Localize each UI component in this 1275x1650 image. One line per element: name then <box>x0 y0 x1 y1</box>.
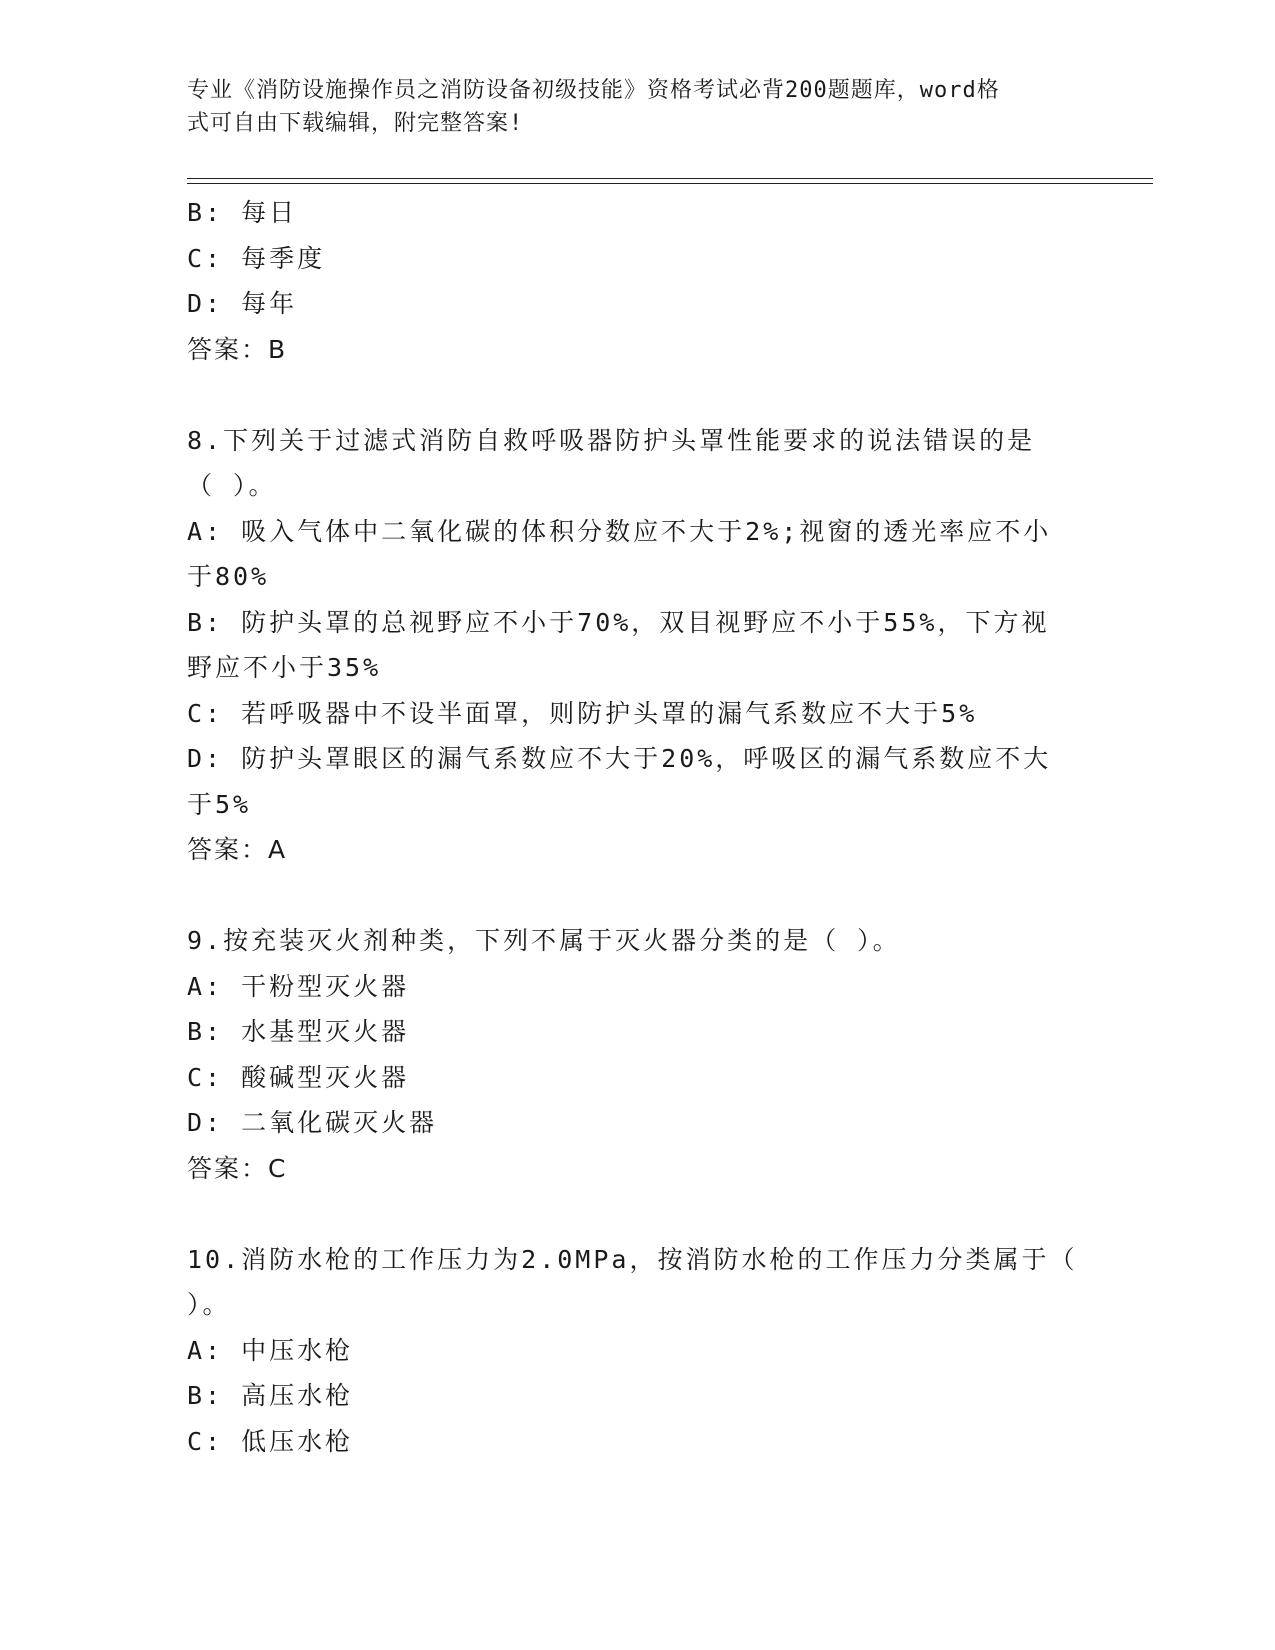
question-stem: 8.下列关于过滤式消防自救呼吸器防护头罩性能要求的说法错误的是 <box>187 425 1036 455</box>
answer: 答案：C <box>187 1153 288 1183</box>
header-rule-top <box>187 178 1153 179</box>
option-a: A: 干粉型灭火器 <box>187 971 410 1001</box>
spacer <box>187 873 1087 919</box>
question-stem-continued: （ ）。 <box>187 471 277 500</box>
option-a: A: 吸入气体中二氧化碳的体积分数应不大于2%;视窗的透光率应不小 <box>187 516 1052 546</box>
option-c: C: 低压水枪 <box>187 1426 354 1456</box>
question-stem: 9.按充装灭火剂种类，下列不属于灭火器分类的是（ ）。 <box>187 926 901 955</box>
option-b: B: 水基型灭火器 <box>187 1017 410 1046</box>
spacer <box>187 1191 1087 1237</box>
option-a-continued: 于80% <box>187 562 270 591</box>
header-line-1: 专业《消防设施操作员之消防设备初级技能》资格考试必背200题题库，word格 <box>187 78 1000 103</box>
option-c: C: 若呼吸器中不设半面罩，则防护头罩的漏气系数应不大于5% <box>187 698 978 728</box>
option-b: B: 高压水枪 <box>187 1381 354 1410</box>
question-10 <box>187 1237 1087 1465</box>
header-line-2: 式可自由下载编辑，附完整答案! <box>187 111 524 136</box>
option-b: B: 防护头罩的总视野应不小于70%，双目视野应不小于55%，下方视 <box>187 607 1050 637</box>
option-b: B: 每日 <box>187 198 298 227</box>
question-9 <box>187 918 1087 1191</box>
spacer <box>187 372 1087 418</box>
question-stem: 10.消防水枪的工作压力为2.0MPa，按消防水枪的工作压力分类属于（ <box>187 1244 1078 1274</box>
option-d: D: 二氧化碳灭火器 <box>187 1108 438 1137</box>
document-header <box>187 74 1067 140</box>
question-stem-continued: ）。 <box>187 1290 231 1319</box>
option-d: D: 防护头罩眼区的漏气系数应不大于20%，呼吸区的漏气系数应不大 <box>187 744 1052 773</box>
answer: 答案：A <box>187 835 288 864</box>
option-c: C: 酸碱型灭火器 <box>187 1062 410 1092</box>
question-content <box>187 190 1087 1464</box>
option-b-continued: 野应不小于35% <box>187 653 382 682</box>
option-c: C: 每季度 <box>187 243 326 273</box>
question-7-tail <box>187 190 1087 372</box>
question-8 <box>187 418 1087 873</box>
answer: 答案：B <box>187 334 288 364</box>
option-d-continued: 于5% <box>187 789 252 819</box>
option-a: A: 中压水枪 <box>187 1335 354 1365</box>
option-d: D: 每年 <box>187 289 298 318</box>
header-rule-bottom <box>187 183 1153 184</box>
